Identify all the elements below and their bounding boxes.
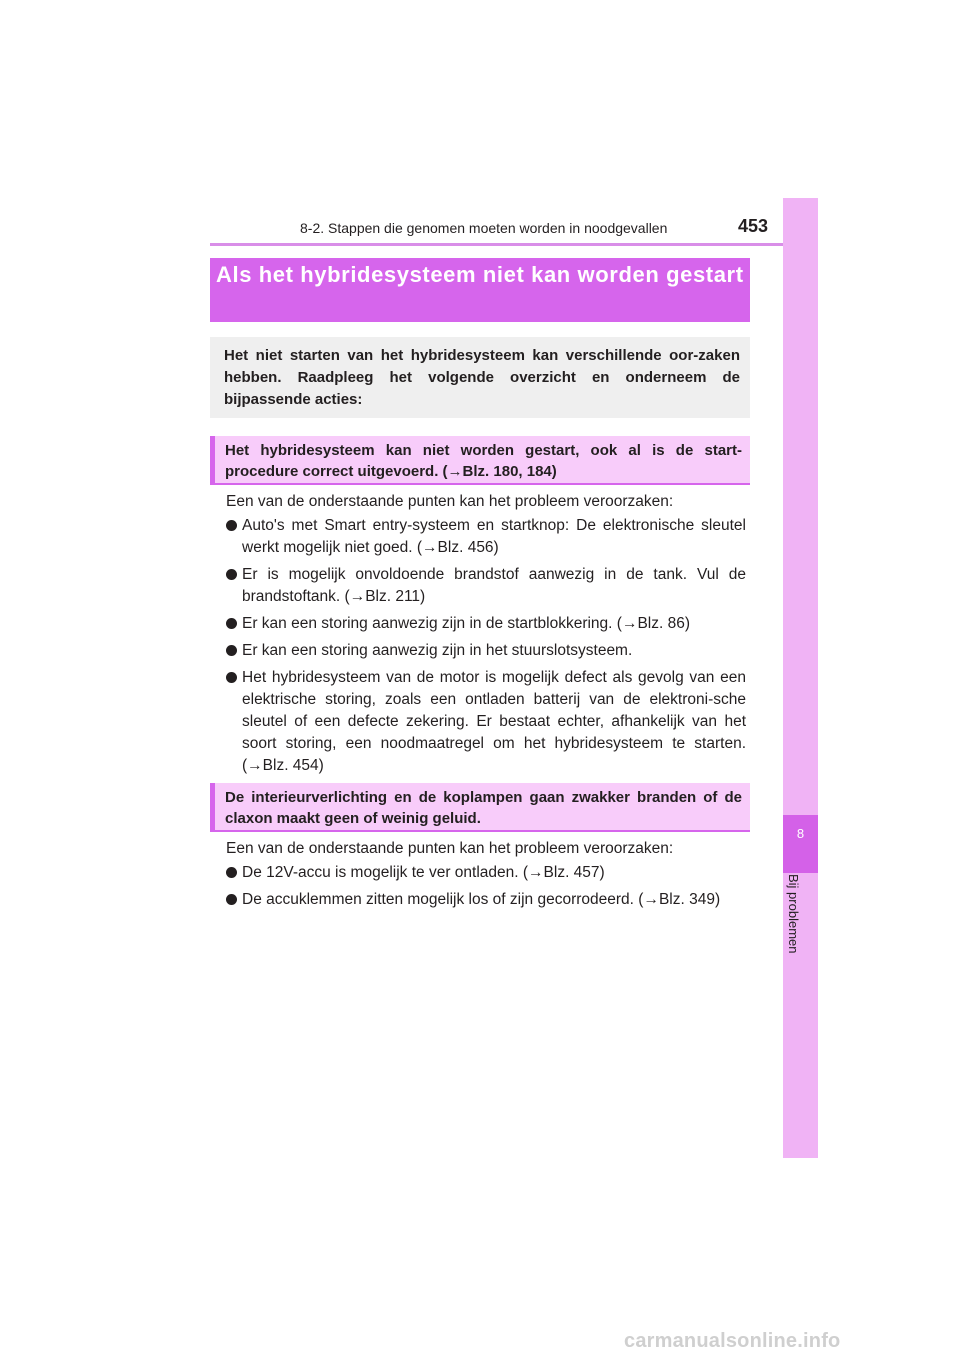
bullet-icon: [226, 618, 237, 629]
subsection-lead: Een van de onderstaande punten kan het probleem veroorzaken:: [226, 493, 674, 510]
chapter-header: 8-2. Stappen die genomen moeten worden in noodgevallen: [300, 220, 668, 236]
list-item: Er is mogelijk onvoldoende brandstof aanwezig in de tank. Vul de brandstoftank. (→Blz. 211): [226, 564, 746, 608]
chapter-title: Bij problemen: [786, 874, 801, 954]
list-item: Auto's met Smart entry-systeem en startknop: De elektronische sleutel werkt mogelijk niet goed. (→Blz. 456): [226, 515, 746, 559]
subsection-heading-weak-lights: De interieurverlichting en de koplampen gaan zwakker branden of de claxon maakt geen of weinig geluid.: [210, 783, 750, 832]
subsection-lead: Een van de onderstaande punten kan het probleem veroorzaken:: [226, 840, 674, 857]
section-intro: Het niet starten van het hybridesysteem kan verschillende oor-zaken hebben. Raadpleeg het volgende overzicht en onderneem de bijpassende acties:: [210, 337, 750, 418]
chapter-side-tab: [783, 198, 818, 1158]
bullet-icon: [226, 867, 237, 878]
list-item: De accuklemmen zitten mogelijk los of zijn gecorrodeerd. (→Blz. 349): [226, 889, 746, 911]
page-number: 453: [738, 216, 769, 236]
chapter-number-block: [783, 815, 818, 873]
list-item: De 12V-accu is mogelijk te ver ontladen. (→Blz. 457): [226, 862, 746, 884]
cause-list: [226, 515, 746, 782]
list-item: Er kan een storing aanwezig zijn in het stuurslotsysteem.: [226, 640, 746, 662]
subsection-heading-start-failure: Het hybridesysteem kan niet worden gestart, ook al is de start-procedure correct uitgevoerd. (→Blz. 180, 184): [210, 436, 750, 485]
header-divider: [210, 243, 818, 246]
bullet-icon: [226, 894, 237, 905]
chapter-number: 8: [796, 826, 805, 841]
bullet-icon: [226, 672, 237, 683]
bullet-icon: [226, 569, 237, 580]
list-item: Er kan een storing aanwezig zijn in de startblokkering. (→Blz. 86): [226, 613, 746, 635]
bullet-icon: [226, 645, 237, 656]
bullet-icon: [226, 520, 237, 531]
section-title: Als het hybridesysteem niet kan worden gestart: [210, 258, 750, 322]
watermark: carmanualsonline.info: [624, 1330, 841, 1352]
cause-list: [226, 862, 746, 916]
list-item: Het hybridesysteem van de motor is mogelijk defect als gevolg van een elektrische storing, zoals een ontladen batterij van de elektroni-sche sleutel of een defecte zekering. Er bestaat echter, afhankelijk van het soort storing, een noodmaatregel om het hybridesysteem te starten. (→Blz. 454): [226, 667, 746, 777]
